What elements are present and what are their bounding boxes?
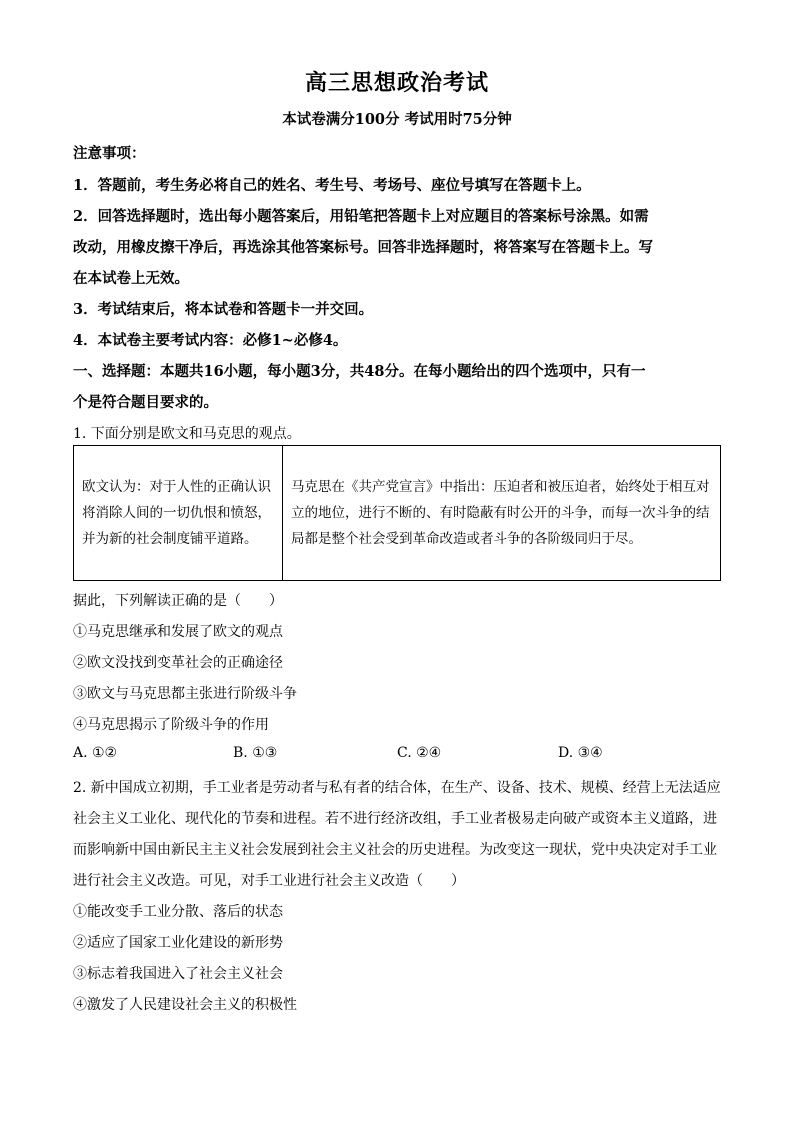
q1-statement-4: ④马克思揭示了阶级斗争的作用 (73, 717, 269, 733)
marx-quote-cell: 马克思在《共产党宣言》中指出：压迫者和被压迫者，始终处于相互对立的地位，进行不断的、有时隐蔽有时公开的斗争，而每一次斗争的结局都是整个社会受到革命改造或者斗争的各阶级同归于尽。 (283, 446, 721, 581)
q2-statement-2: ②适应了国家工业化建设的新形势 (73, 935, 283, 951)
q1-quote-table (73, 445, 721, 581)
q1-statement-3: ③欧文与马克思都主张进行阶级斗争 (73, 686, 297, 702)
q2-stem-line-2: 社会主义工业化、现代化的节奏和进程。若不进行经济改组，手工业者极易走向破产或资本主义道路，进 (73, 811, 717, 827)
q1-statement-2: ②欧文没找到变革社会的正确途径 (73, 655, 283, 671)
q2-stem-line-1: 2. 新中国成立初期，手工业者是劳动者与私有者的结合体，在生产、设备、技术、规模、经营上无法适应 (73, 780, 721, 796)
exam-subtitle: 本试卷满分100分 考试用时75分钟 (282, 111, 512, 128)
q1-ask: 据此，下列解读正确的是（ ） (73, 593, 283, 609)
notice-heading: 注意事项： (73, 145, 146, 162)
q1-option-d: D. ③④ (558, 745, 603, 761)
section-heading-line-1: 一、选择题：本题共16小题，每小题3分，共48分。在每小题给出的四个选项中，只有一 (73, 363, 646, 380)
notice-line-2c: 在本试卷上无效。 (73, 270, 189, 287)
q1-option-b: B. ①③ (233, 745, 278, 761)
notice-line-2b: 改动，用橡皮擦干净后，再选涂其他答案标号。回答非选择题时，将答案写在答题卡上。写 (73, 239, 653, 256)
notice-line-2a: 2．回答选择题时，选出每小题答案后，用铅笔把答题卡上对应题目的答案标号涂黑。如需 (73, 208, 649, 225)
q1-statement-1: ①马克思继承和发展了欧文的观点 (73, 624, 283, 640)
owen-quote-cell: 欧文认为：对于人性的正确认识将消除人间的一切仇恨和愤怒，并为新的社会制度铺平道路。 (74, 446, 283, 581)
q1-stem: 1. 下面分别是欧文和马克思的观点。 (73, 426, 301, 442)
notice-line-4: 4．本试卷主要考试内容：必修1~必修4。 (73, 332, 348, 349)
q2-statement-3: ③标志着我国进入了社会主义社会 (73, 966, 283, 982)
q1-option-a: A. ①② (73, 745, 118, 761)
q2-statement-4: ④激发了人民建设社会主义的积极性 (73, 997, 297, 1013)
q2-statement-1: ①能改变手工业分散、落后的状态 (73, 904, 283, 920)
q2-stem-line-4: 进行社会主义改造。可见，对手工业进行社会主义改造（ ） (73, 873, 465, 889)
notice-line-3: 3．考试结束后，将本试卷和答题卡一并交回。 (73, 301, 374, 318)
page-title: 高三思想政治考试 (304, 70, 489, 96)
q1-option-c: C. ②④ (397, 745, 442, 761)
q2-stem-line-3: 而影响新中国由新民主主义社会发展到社会主义社会的历史进程。为改变这一现状，党中央决定对手工业 (73, 842, 717, 858)
section-heading-line-2: 个是符合题目要求的。 (73, 394, 218, 411)
notice-line-1: 1．答题前，考生务必将自己的姓名、考生号、考场号、座位号填写在答题卡上。 (73, 177, 591, 194)
